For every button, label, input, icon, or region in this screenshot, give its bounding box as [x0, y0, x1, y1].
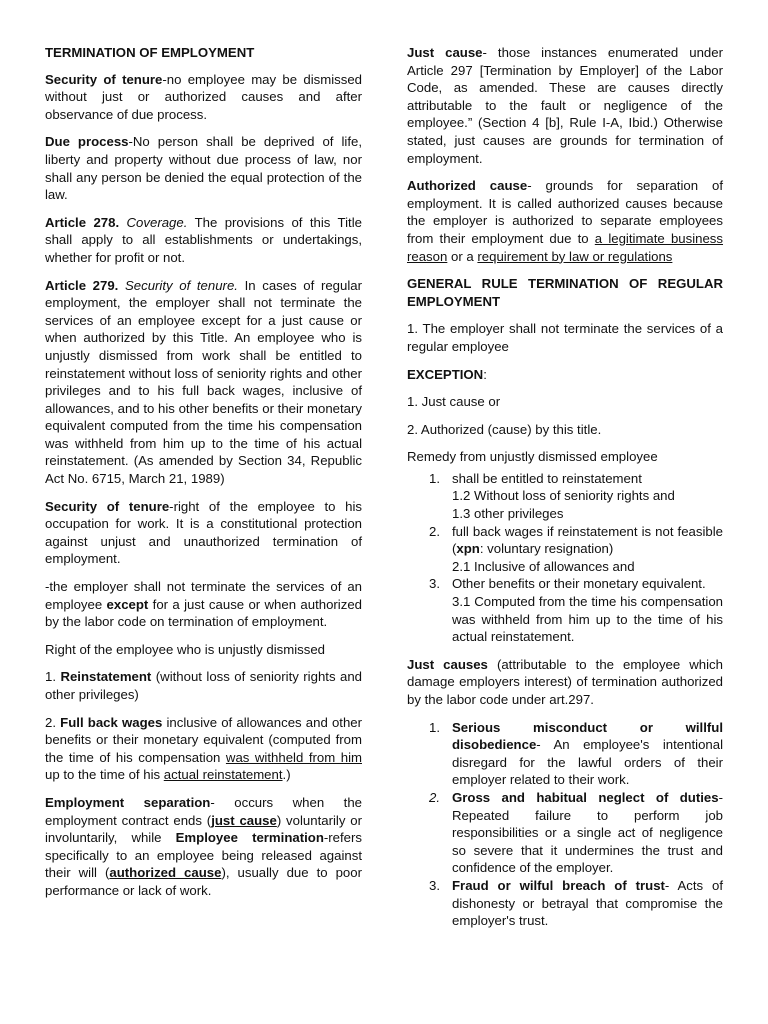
term: Security of tenure — [45, 71, 163, 87]
rights-heading: Right of the employee who is unjustly dismissed — [45, 641, 326, 657]
employer-shall-not-paragraph: -the employer shall not terminate the services of an employee except for a just cause or when authorized by the labor code on termination of employment. — [45, 579, 362, 630]
list-item: 2. Gross and habitual neglect of duties- Repeated failure to perform job responsibilities or a single act of negligence so severe that it undermines the trust and confidence of the employer. — [429, 789, 723, 876]
page-title: TERMINATION OF EMPLOYMENT — [45, 45, 255, 60]
right-column — [407, 44, 723, 940]
left-column — [45, 44, 362, 910]
security-of-tenure-paragraph: Security of tenure-no employee may be dismissed without just or authorized causes and after observance of due process. — [45, 71, 362, 122]
list-item: 1. Serious misconduct or willful disobedience- An employee's intentional disregard for the lawful orders of their employer related to their work. — [429, 719, 723, 788]
term: Due process — [45, 134, 129, 150]
exception-item-1: 1. Just cause or — [407, 394, 501, 410]
right-reinstatement: 1. Reinstatement (without loss of seniority rights and other privileges) — [45, 669, 362, 702]
right-full-back-wages: 2. Full back wages inclusive of allowances and other benefits or their monetary equivalent (computed from the time of his compensation was withheld from him up to the time of his actual reinstatement.) — [45, 714, 362, 783]
exception-item-2: 2. Authorized (cause) by this title. — [407, 421, 602, 437]
exception-heading: EXCEPTION: — [407, 366, 487, 382]
article-278-paragraph: Article 278. Coverage. The provisions of this Title shall apply to all establishments or undertakings, whether for profit or not. — [45, 214, 362, 265]
due-process-paragraph: Due process-No person shall be deprived of life, liberty and property without due process of law, nor shall any person be denied the equal protection of the law. — [45, 134, 362, 203]
list-item: 2. full back wages if reinstatement is not feasible (xpn: voluntary resignation) 2.1 Inclusive of allowances and — [429, 523, 723, 574]
authorized-cause-paragraph: Authorized cause- grounds for separation of employment. It is called authorized causes because the employer is authorized to separate employees from their employment due to a legitimate business reason or a requirement by law or regulations — [407, 178, 723, 264]
list-item: 3. Fraud or wilful breach of trust- Acts of dishonesty or betrayal that compromise the employer's trust. — [429, 877, 723, 929]
remedy-list — [407, 470, 723, 646]
list-item: 3. Other benefits or their monetary equivalent. 3.1 Computed from the time his compensation was withheld from him up to the time of his actual reinstatement. — [429, 576, 723, 645]
security-of-tenure-right-paragraph: Security of tenure-right of the employee to his occupation for work. It is a constitutional protection against unjust and unauthorized termination of employment. — [45, 498, 363, 567]
general-rule-heading: GENERAL RULE TERMINATION OF REGULAR EMPLOYMENT — [407, 276, 723, 309]
employment-separation-paragraph: Employment separation- occurs when the employment contract ends (just cause) voluntarily or involuntarily, while Employee termination-refers specifically to an employee being released against their will (authorized cause), usually due to poor performance or lack of work. — [45, 794, 362, 898]
general-rule-item: 1. The employer shall not terminate the services of a regular employee — [407, 321, 723, 354]
list-item: 1. shall be entitled to reinstatement 1.2 Without loss of seniority rights and 1.3 other privileges — [429, 470, 675, 522]
remedy-heading: Remedy from unjustly dismissed employee — [407, 449, 658, 465]
just-cause-paragraph: Just cause- those instances enumerated under Article 297 [Termination by Employer] of the Labor Code, as amended. These are causes directly attributable to the fault or negligence of the employee.” (Section 4 [b], Rule I-A, Ibid.) Otherwise stated, just causes are grounds for termination of employment. — [407, 45, 723, 166]
just-causes-intro: Just causes (attributable to the employee which damage employers interest) of termination authorized by the labor code under art.297. — [407, 656, 723, 707]
just-causes-list — [407, 719, 723, 930]
article-279-paragraph: Article 279. Security of tenure. In cases of regular employment, the employer shall not terminate the services of an employee except for a just cause or when authorized by this Title. An employee who is unjustly dismissed from work shall be entitled to reinstatement without loss of seniority rights and other privileges and to his full back wages, inclusive of allowances, and to his other benefits or their monetary equivalent computed from the time his compensation was withheld from him up to the time of his actual reinstatement. (As amended by Section 34, Republic Act No. 6715, March 21, 1989) — [45, 277, 362, 487]
